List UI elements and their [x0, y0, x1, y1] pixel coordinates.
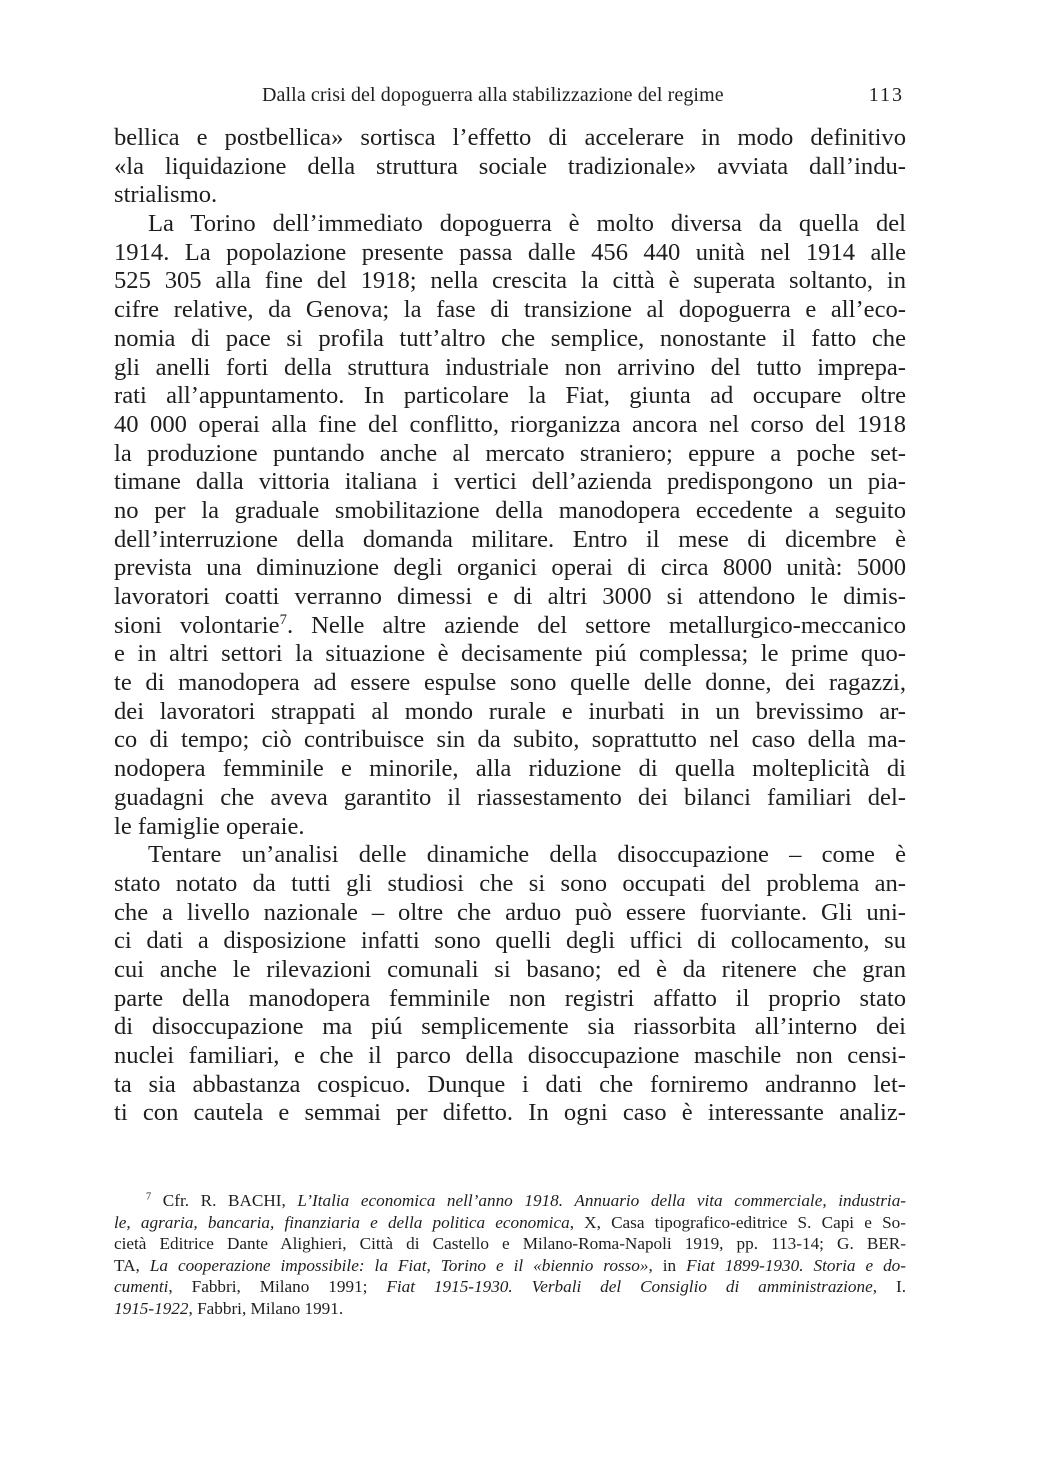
footnote-title: cumenti	[114, 1277, 169, 1296]
page-number: 113	[868, 84, 904, 106]
text-line: te di manodopera ad essere espulse sono quelle delle donne, dei ragazzi,	[114, 669, 906, 697]
footnote-author: R. BACHI	[200, 1191, 282, 1210]
footnote	[114, 1190, 906, 1319]
footnote-line	[114, 1233, 906, 1255]
footnote-title: L’Italia economica nell’anno 1918. Annuario della vita commerciale, industria-	[297, 1191, 907, 1210]
text-segment: . Nelle altre aziende del settore metallurgico-meccanico	[286, 611, 906, 639]
footnote-text: , Fabbri, Milano 1991.	[188, 1298, 344, 1318]
text-segment: sioni volontarie	[114, 611, 280, 639]
footnote-text: , in	[648, 1255, 687, 1275]
text-line: nuclei familiari, e che il parco della disoccupazione maschile non censi-	[114, 1042, 906, 1069]
text-line: bellica e postbellica» sortisca l’effetto di accelerare in modo definitivo	[114, 124, 906, 151]
footnote-text: cietà Editrice Dante Alighieri, Città di Castello e Milano-Roma-Napoli 1919, pp. 113-14;	[114, 1234, 838, 1253]
text-line: nomia di pace si profila tutt’altro che semplice, nonostante il fatto che	[114, 324, 906, 352]
text-line: Tentare un’analisi delle dinamiche della disoccupazione – come è	[148, 841, 906, 869]
text-line-with-footnote-ref	[114, 612, 906, 641]
text-line: lavoratori coatti verranno dimessi e di altri 3000 si attendono le dimis-	[114, 583, 906, 610]
text-line: 40 000 operai alla fine del conflitto, riorganizza ancora nel corso del 1918	[114, 410, 906, 438]
text-line: cui anche le rilevazioni comunali si basano; ed è da ritenere che gran	[114, 955, 906, 983]
footnote-line	[114, 1298, 906, 1320]
text-line: 1914. La popolazione presente passa dalle 456 440 unità nel 1914 alle	[114, 238, 906, 266]
text-line: la produzione puntando anche al mercato straniero; eppure a poche set-	[114, 439, 906, 467]
text-line: co di tempo; ciò contribuisce sin da subito, soprattutto nel caso della ma-	[114, 726, 906, 754]
footnote-line	[114, 1212, 906, 1234]
footnote-title: Fiat 1899-1930. Storia e do-	[686, 1255, 906, 1275]
text-line: strialismo.	[114, 181, 218, 209]
text-line: no per la graduale smobilitazione della manodopera eccedente a seguito	[114, 496, 906, 524]
text-line: e in altri settori la situazione è decisamente piú complessa; le prime quo-	[114, 640, 906, 668]
running-head	[114, 84, 906, 114]
text-line: cifre relative, da Genova; la fase di transizione al dopoguerra e all’eco-	[114, 296, 906, 324]
text-line: di disoccupazione ma piú semplicemente sia riassorbita all’interno dei	[114, 1013, 906, 1041]
text-line: ta sia abbastanza cospicuo. Dunque i dati che forniremo andranno let-	[114, 1070, 906, 1098]
text-line: che a livello nazionale – oltre che arduo può essere fuorviante. Gli uni-	[114, 898, 906, 926]
running-title: Dalla crisi del dopoguerra alla stabilizzazione del regime	[262, 84, 724, 106]
footnote-text: Cfr.	[151, 1191, 201, 1210]
footnote-number: 7	[146, 1191, 152, 1203]
footnote-author: G. BER-	[837, 1234, 906, 1253]
text-line: La Torino dell’immediato dopoguerra è molto diversa da quella del	[148, 210, 906, 238]
text-line: parte della manodopera femminile non registri affatto il proprio stato	[114, 984, 906, 1012]
text-line: dei lavoratori strappati al mondo rurale e inurbati in un brevissimo ar-	[114, 697, 906, 725]
footnote-text: , X, Casa tipografico-editrice S. Capi e So-	[569, 1212, 906, 1232]
body-text	[114, 124, 906, 1128]
footnote-text: , I.	[872, 1277, 906, 1296]
text-line: rati all’appuntamento. In particolare la Fiat, giunta ad occupare oltre	[114, 382, 906, 410]
footnote-title: Fiat 1915-1930. Verbali del Consiglio di amministrazione	[386, 1277, 873, 1296]
text-line: le famiglie operaie.	[114, 812, 305, 840]
text-line: dell’interruzione della domanda militare. Entro il mese di dicembre è	[114, 525, 906, 553]
text-line: nodopera femminile e minorile, alla riduzione di quella molteplicità di	[114, 755, 906, 783]
text-line: guadagni che aveva garantito il riassestamento dei bilanci familiari del-	[114, 783, 906, 811]
footnote-author: TA	[114, 1255, 136, 1275]
text-line: stato notato da tutti gli studiosi che si sono occupati del problema an-	[114, 869, 906, 897]
text-line: ci dati a disposizione infatti sono quelli degli uffici di collocamento, su	[114, 927, 906, 955]
footnote-line	[114, 1276, 906, 1298]
footnote-title: le, agraria, bancaria, finanziaria e della politica economica	[114, 1212, 570, 1232]
footnote-line	[114, 1190, 906, 1212]
text-line: ti con cautela e semmai per difetto. In ogni caso è interessante analiz-	[114, 1099, 906, 1127]
footnote-title: 1915-1922	[114, 1298, 189, 1318]
text-line: 525 305 alla fine del 1918; nella crescita la città è superata soltanto, in	[114, 267, 906, 295]
footnote-line	[114, 1255, 906, 1277]
text-line: timane dalla vittoria italiana i vertici dell’azienda predispongono un pia-	[114, 468, 906, 496]
text-line: prevista una diminuzione degli organici operai di circa 8000 unità: 5000	[114, 554, 906, 582]
footnote-ref: 7	[279, 611, 287, 628]
footnote-text: ,	[281, 1191, 298, 1210]
text-line: «la liquidazione della struttura sociale tradizionale» avviata dall’indu-	[114, 152, 906, 180]
footnote-text: ,	[135, 1255, 150, 1275]
footnote-text: , Fabbri, Milano 1991;	[168, 1277, 387, 1296]
footnote-title: La cooperazione impossibile: la Fiat, Torino e il «biennio rosso»	[149, 1255, 649, 1275]
text-line: gli anelli forti della struttura industriale non arrivino del tutto imprepa-	[114, 353, 906, 381]
